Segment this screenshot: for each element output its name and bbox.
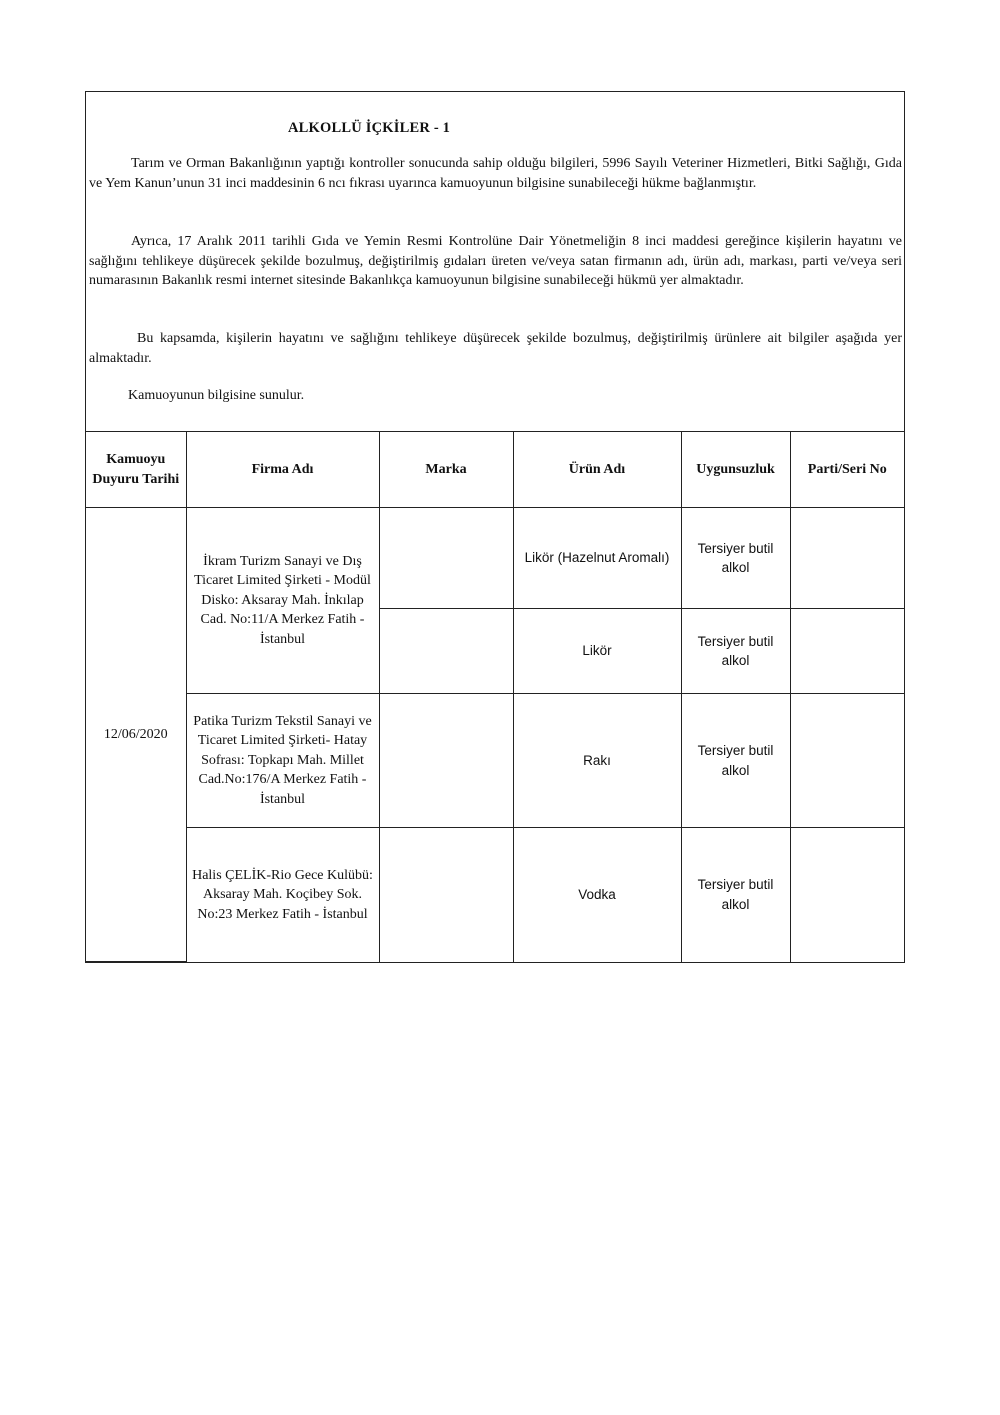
brand-cell [379, 609, 513, 694]
date-cell: 12/06/2020 [86, 508, 186, 962]
paragraph-2: Ayrıca, 17 Aralık 2011 tarihli Gıda ve Yemin Resmi Kontrolüne Dair Yönetmeliğin 8 inci maddesi gereğince kişilerin hayatını ve sağlığını tehlikeye düşürecek şekilde bozulmuş, değiştirilmiş gıdaları üreten ve/veya satan firmanın adı, ürün adı, markası, parti ve/veya seri numarasının Bakanlık resmi internet sitesinde Bakanlıkça kamuoyunun bilgisine sunabileceği hükmü yer almaktadır. [89, 234, 902, 288]
recall-table [86, 432, 904, 962]
lot-cell [790, 508, 904, 609]
header-product: Ürün Adı [513, 432, 681, 508]
header-brand: Marka [379, 432, 513, 508]
intro-section [86, 92, 904, 432]
table-row [86, 828, 904, 962]
nonconformity-cell: Tersiyer butil alkol [681, 508, 790, 609]
product-cell: Likör (Hazelnut Aromalı) [513, 508, 681, 609]
firm-cell: Patika Turizm Tekstil Sanayi ve Ticaret Limited Şirketi- Hatay Sofrası: Topkapı Mah. Millet Cad.No:176/A Merkez Fatih - İstanbul [186, 694, 379, 828]
lot-cell [790, 694, 904, 828]
product-cell: Vodka [513, 828, 681, 962]
firm-cell: İkram Turizm Sanayi ve Dış Ticaret Limited Şirketi - Modül Disko: Aksaray Mah. İnkılap Cad. No:11/A Merkez Fatih - İstanbul [186, 508, 379, 694]
nonconformity-cell: Tersiyer butil alkol [681, 609, 790, 694]
paragraph-1: Tarım ve Orman Bakanlığının yaptığı kontroller sonucunda sahip olduğu bilgileri, 5996 Sayılı Veteriner Hizmetleri, Bitki Sağlığı, Gıda ve Yem Kanun’unun 31 inci maddesinin 6 ncı fıkrası uyarınca kamuoyunun bilgisine sunabileceği hükme bağlanmıştır. [89, 156, 902, 191]
firm-cell: Halis ÇELİK-Rio Gece Kulübü: Aksaray Mah. Koçibey Sok. No:23 Merkez Fatih - İstanbul [186, 828, 379, 962]
brand-cell [379, 508, 513, 609]
table-header-row [86, 432, 904, 508]
header-date: Kamuoyu Duyuru Tarihi [86, 432, 186, 508]
document-title: ALKOLLÜ İÇKİLER - 1 [288, 120, 451, 136]
table-row [86, 694, 904, 828]
header-nonconformity: Uygunsuzluk [681, 432, 790, 508]
lot-cell [790, 609, 904, 694]
nonconformity-cell: Tersiyer butil alkol [681, 828, 790, 962]
paragraph-4: Kamuoyunun bilgisine sunulur. [128, 388, 305, 403]
table-row [86, 508, 904, 609]
nonconformity-cell: Tersiyer butil alkol [681, 694, 790, 828]
product-cell: Likör [513, 609, 681, 694]
product-cell: Rakı [513, 694, 681, 828]
header-lot: Parti/Seri No [790, 432, 904, 508]
brand-cell [379, 694, 513, 828]
brand-cell [379, 828, 513, 962]
paragraph-3: Bu kapsamda, kişilerin hayatını ve sağlığını tehlikeye düşürecek şekilde bozulmuş, değiştirilmiş ürünlere ait bilgiler aşağıda yer almaktadır. [89, 331, 902, 366]
header-firm: Firma Adı [186, 432, 379, 508]
document-frame [85, 91, 905, 963]
lot-cell [790, 828, 904, 962]
